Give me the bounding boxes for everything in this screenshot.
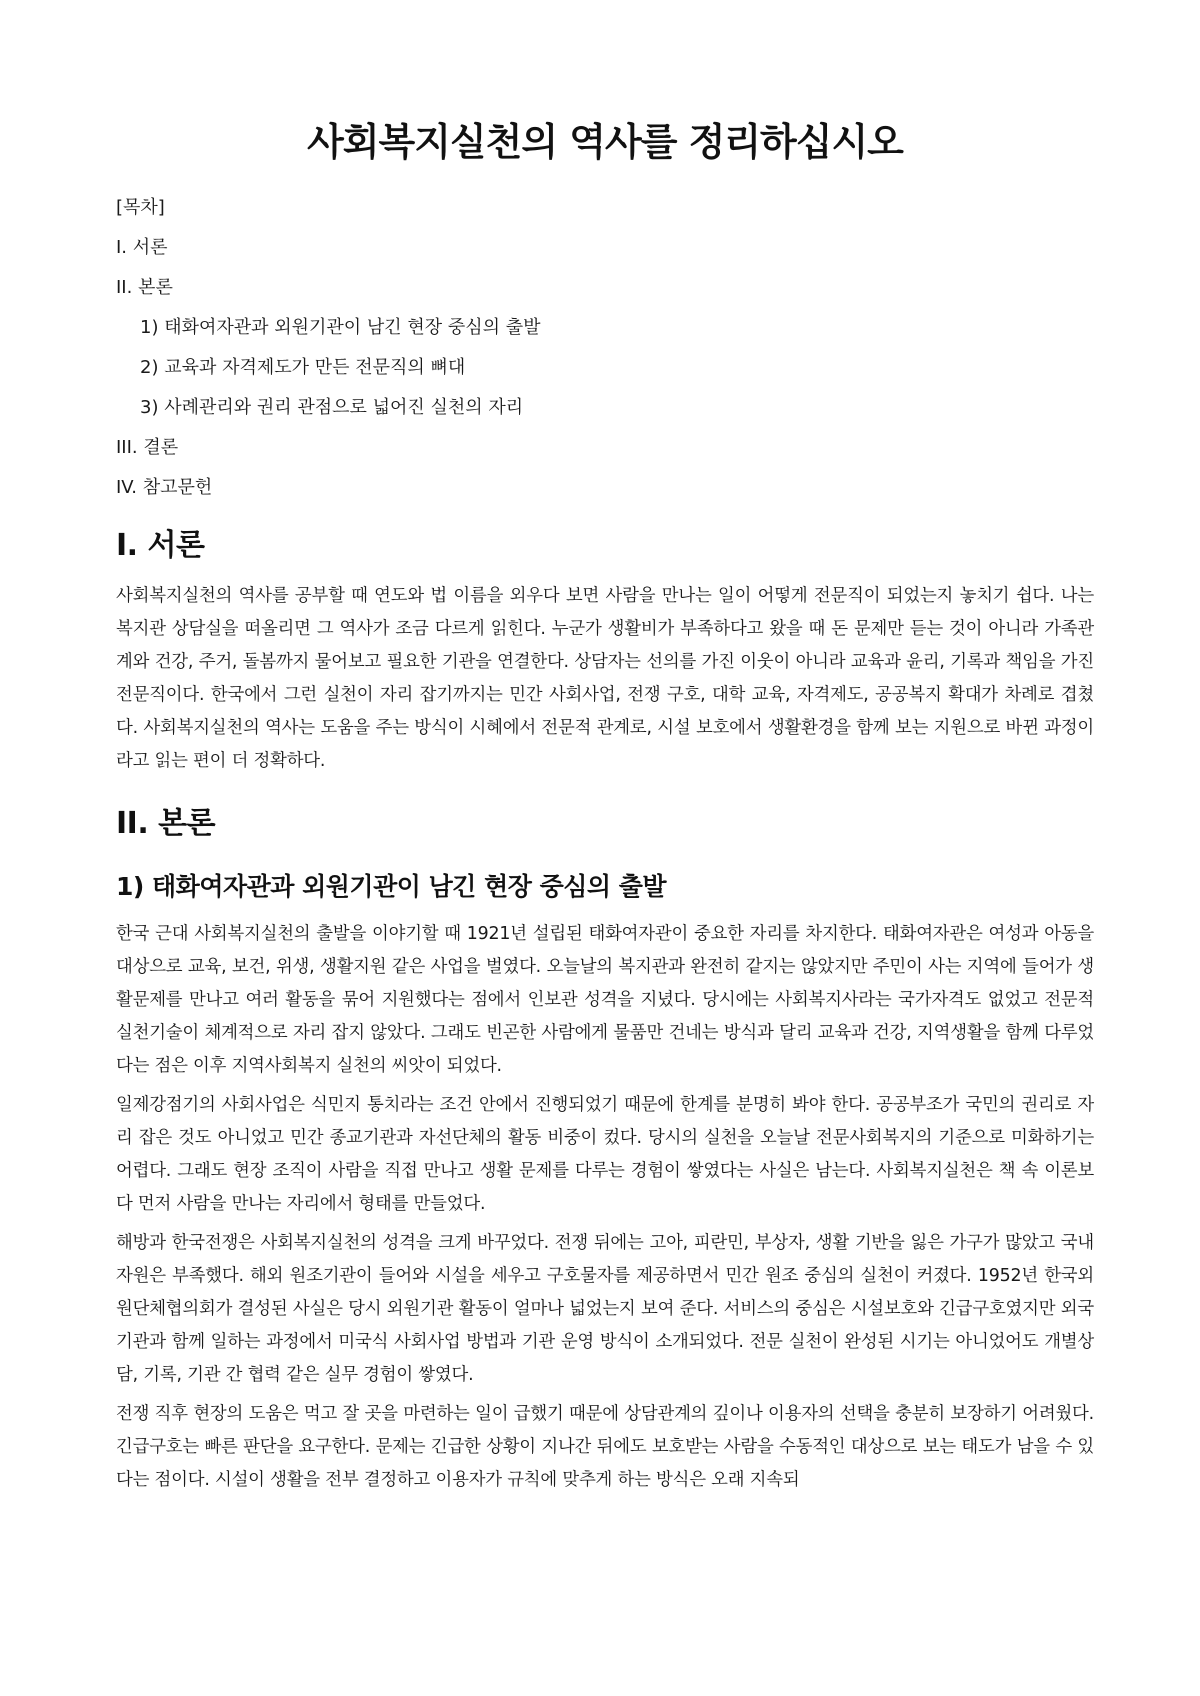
document-title: 사회복지실천의 역사를 정리하십시오 [307,120,903,164]
toc-item-body-2: 2) 교육과 자격제도가 만든 전문직의 뼈대 [140,357,466,378]
paragraph: 해방과 한국전쟁은 사회복지실천의 성격을 크게 바꾸었다. 전쟁 뒤에는 고아, 피란민, 부상자, 생활 기반을 잃은 가구가 많았고 국내 자원은 부족했다. 해외 원조기관이 들어와 시설을 세우고 구호물자를 제공하면서 민간 원조 중심의 실천이 커졌다. 1952년 한국외원단체협의회가 결성된 사실은 당시 외원기관 활동이 얼마나 넓었는지 보여 준다. 서비스의 중심은 시설보호와 긴급구호였지만 외국 기관과 함께 일하는 과정에서 미국식 사회사업 방법과 기관 운영 방식이 소개되었다. 전문 실천이 완성된 시기는 아니었어도 개별상담, 기록, 기관 간 협력 같은 실무 경험이 쌓였다. [116,1233,1094,1385]
toc-item-references: IV. 참고문헌 [116,477,213,498]
subsection-1-heading: 1) 태화여자관과 외원기관이 남긴 현장 중심의 출발 [116,872,667,901]
paragraph: 일제강점기의 사회사업은 식민지 통치라는 조건 안에서 진행되었기 때문에 한계를 분명히 봐야 한다. 공공부조가 국민의 권리로 자리 잡은 것도 아니었고 민간 종교기관과 자선단체의 활동 비중이 컸다. 당시의 실천을 오늘날 전문사회복지의 기준으로 미화하기는 어렵다. 그래도 현장 조직이 사람을 직접 만나고 생활 문제를 다루는 경험이 쌓였다는 사실은 남는다. 사회복지실천은 책 속 이론보다 먼저 사람을 만나는 자리에서 형태를 만들었다. [116,1095,1094,1214]
toc-item-intro: I. 서론 [116,237,168,258]
body-heading: II. 본론 [116,806,216,841]
table-of-contents [116,196,1094,500]
intro-section [116,526,1094,778]
paragraph: 전쟁 직후 현장의 도움은 먹고 잘 곳을 마련하는 일이 급했기 때문에 상담관계의 깊이나 이용자의 선택을 충분히 보장하기 어려웠다. 긴급구호는 빠른 판단을 요구한다. 문제는 긴급한 상황이 지나간 뒤에도 보호받는 사람을 수동적인 대상으로 보는 태도가 남을 수 있다는 점이다. 시설이 생활을 전부 결정하고 이용자가 규칙에 맞추게 하는 방식은 오래 지속되 [116,1404,1094,1490]
toc-item-conclusion: III. 결론 [116,437,179,458]
toc-item-body: II. 본론 [116,277,173,298]
intro-heading: I. 서론 [116,528,205,563]
intro-paragraph: 사회복지실천의 역사를 공부할 때 연도와 법 이름을 외우다 보면 사람을 만나는 일이 어떻게 전문직이 되었는지 놓치기 쉽다. 나는 복지관 상담실을 떠올리면 그 역사가 조금 다르게 읽힌다. 누군가 생활비가 부족하다고 왔을 때 돈 문제만 듣는 것이 아니라 가족관계와 건강, 주거, 돌봄까지 물어보고 필요한 기관을 연결한다. 상담자는 선의를 가진 이웃이 아니라 교육과 윤리, 기록과 책임을 가진 전문직이다. 한국에서 그런 실천이 자리 잡기까지는 민간 사회사업, 전쟁 구호, 대학 교육, 자격제도, 공공복지 확대가 차례로 겹쳤다. 사회복지실천의 역사는 도움을 주는 방식이 시혜에서 전문적 관계로, 시설 보호에서 생활환경을 함께 보는 지원으로 바뀐 과정이라고 읽는 편이 더 정확하다. [116,586,1094,771]
toc-heading: [목차] [116,197,165,218]
toc-item-body-3: 3) 사례관리와 권리 관점으로 넓어진 실천의 자리 [140,397,524,418]
toc-list [116,236,1094,500]
paragraph: 한국 근대 사회복지실천의 출발을 이야기할 때 1921년 설립된 태화여자관이 중요한 자리를 차지한다. 태화여자관은 여성과 아동을 대상으로 교육, 보건, 위생, 생활지원 같은 사업을 벌였다. 오늘날의 복지관과 완전히 같지는 않았지만 주민이 사는 지역에 들어가 생활문제를 만나고 여러 활동을 묶어 지원했다는 점에서 인보관 성격을 지녔다. 당시에는 사회복지사라는 국가자격도 없었고 전문적 실천기술이 체계적으로 자리 잡지 않았다. 그래도 빈곤한 사람에게 물품만 건네는 방식과 달리 교육과 건강, 지역생활을 함께 다루었다는 점은 이후 지역사회복지 실천의 씨앗이 되었다. [116,924,1094,1076]
toc-item-body-1: 1) 태화여자관과 외원기관이 남긴 현장 중심의 출발 [140,317,541,338]
body-section [116,804,1094,1497]
body-subsection-1 [116,870,1094,1497]
